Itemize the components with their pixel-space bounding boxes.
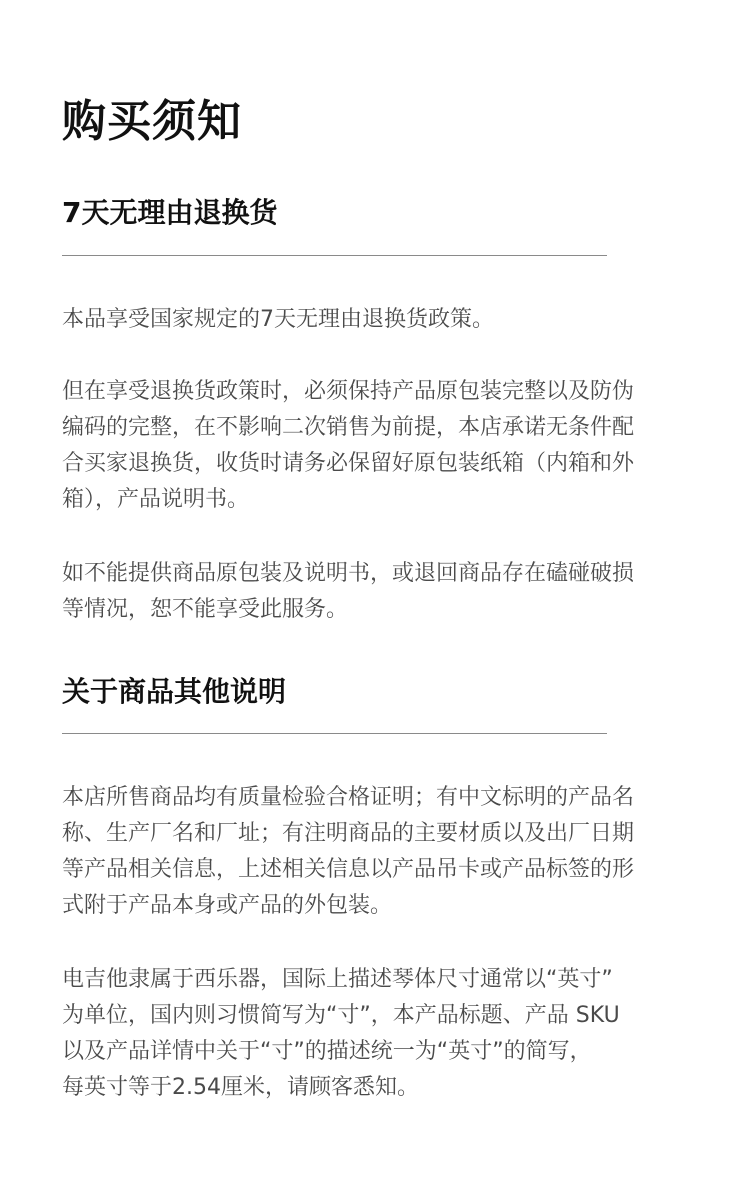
page-title: 购买须知 bbox=[62, 96, 242, 147]
paragraph-return-conditions bbox=[62, 374, 702, 518]
text-line: 本店所售商品均有质量检验合格证明；有中文标明的产品名 bbox=[62, 785, 635, 810]
paragraph-return-policy-intro bbox=[62, 302, 702, 338]
text-line: 称、生产厂名和厂址；有注明商品的主要材质以及出厂日期 bbox=[62, 821, 635, 846]
text-line: 如不能提供商品原包装及说明书，或退回商品存在磕碰破损 bbox=[62, 561, 635, 586]
paragraph-product-certification bbox=[62, 780, 702, 924]
section-title-return-policy: 7天无理由退换货 bbox=[62, 196, 278, 229]
text-line: 合买家退换货，收货时请务必保留好原包装纸箱（内箱和外 bbox=[62, 451, 635, 476]
text-line: 为单位，国内则习惯简写为“寸”，本产品标题、产品 SKU bbox=[62, 1003, 620, 1028]
section-title-other-notes: 关于商品其他说明 bbox=[62, 675, 287, 708]
paragraph-return-exclusions bbox=[62, 556, 702, 628]
section-divider bbox=[62, 255, 607, 256]
text-line: 等产品相关信息，上述相关信息以产品吊卡或产品标签的形 bbox=[62, 857, 635, 882]
text-line: 箱），产品说明书。 bbox=[62, 487, 250, 512]
text-line: 但在享受退换货政策时，必须保持产品原包装完整以及防伪 bbox=[62, 379, 635, 404]
text-line: 本品享受国家规定的7天无理由退换货政策。 bbox=[62, 307, 494, 332]
paragraph-size-units bbox=[62, 962, 702, 1106]
text-line: 电吉他隶属于西乐器，国际上描述琴体尺寸通常以“英寸” bbox=[62, 967, 613, 992]
text-line: 编码的完整，在不影响二次销售为前提，本店承诺无条件配 bbox=[62, 415, 635, 440]
text-line: 每英寸等于2.54厘米，请顾客悉知。 bbox=[62, 1075, 419, 1100]
section-divider bbox=[62, 733, 607, 734]
text-line: 以及产品详情中关于“寸”的描述统一为“英寸”的简写， bbox=[62, 1039, 592, 1064]
text-line: 式附于产品本身或产品的外包装。 bbox=[62, 893, 393, 918]
text-line: 等情况，恕不能享受此服务。 bbox=[62, 597, 349, 622]
